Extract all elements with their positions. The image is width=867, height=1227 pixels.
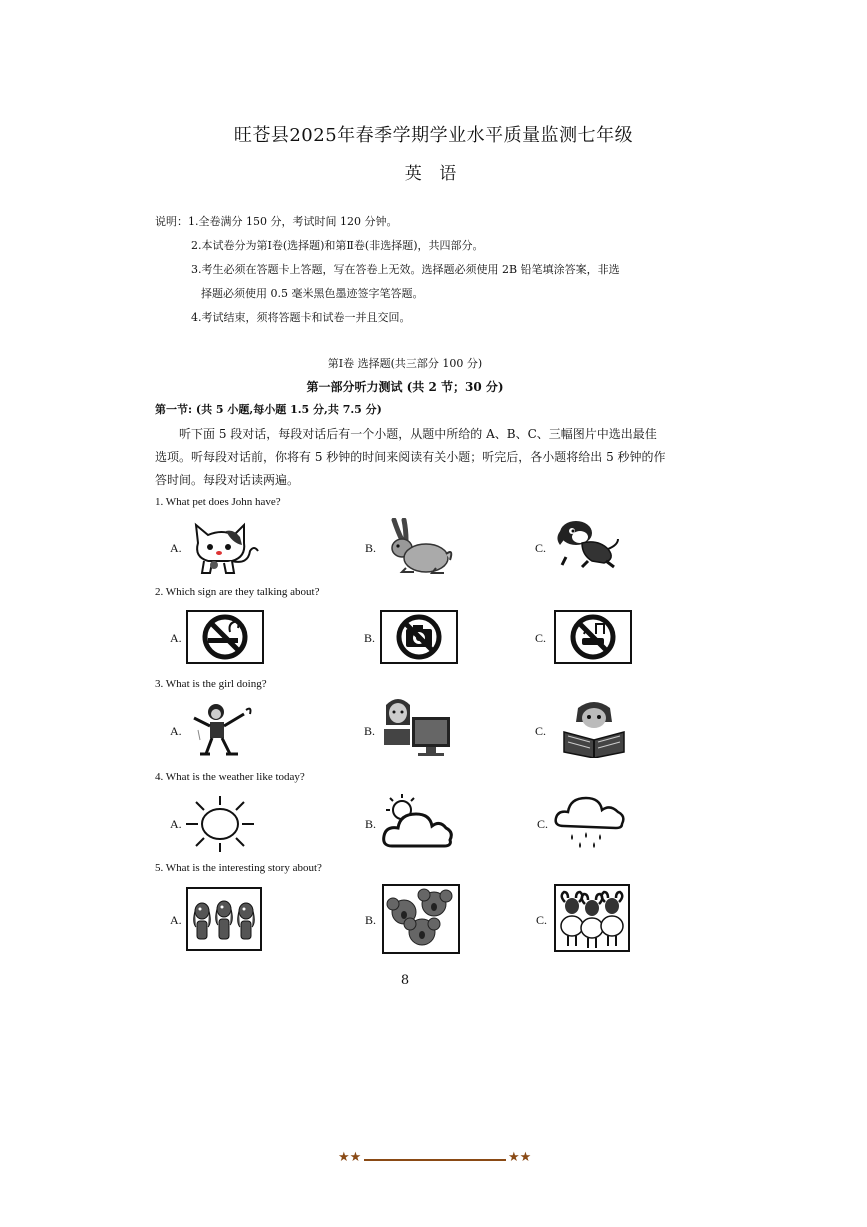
page-number: 8 [400, 973, 410, 988]
girl-computer-icon[interactable] [380, 695, 456, 759]
q5-option-a[interactable]: A. [170, 913, 182, 927]
q5-option-c[interactable]: C. [536, 913, 548, 927]
q1-option-a[interactable]: A. [170, 541, 182, 555]
note-line-3: 3.考生必须在答题卡上答题，写在答卷上无效。选择题必须使用 2B 铅笔填涂答案，非选 [191, 263, 620, 276]
instruction-line-2: 选项。听每段对话前，你将有 5 秒钟的时间来阅读有关小题；听完后，各小题将给出 5 秒钟的作 [155, 450, 666, 464]
q1-option-b[interactable]: B. [365, 541, 377, 555]
q1-option-c[interactable]: C. [535, 541, 547, 555]
footer-decoration [338, 1150, 538, 1170]
footer-stars-left: ★★ [338, 1150, 362, 1165]
story-box-a [186, 887, 262, 951]
no-photo-sign-icon[interactable] [382, 612, 456, 662]
question-2-text: 2. Which sign are they talking about? [155, 586, 320, 598]
girl-dancing-icon[interactable] [186, 700, 262, 758]
sun-icon[interactable] [184, 794, 256, 854]
q4-option-c[interactable]: C. [537, 817, 549, 831]
q2-option-b[interactable]: B. [364, 631, 376, 645]
question-1-text: 1. What pet does John have? [155, 496, 281, 508]
subject-title: 英 语 [404, 164, 463, 184]
sign-box-a [186, 610, 264, 664]
cat-icon[interactable] [188, 521, 260, 577]
dog-icon[interactable] [552, 515, 622, 569]
partly-cloudy-icon[interactable] [382, 794, 456, 850]
note-line-5: 4.考试结束，须将答题卡和试卷一并且交回。 [191, 311, 411, 324]
exam-title: 旺苍县2025年春季学期学业水平质量监测七年级 [233, 125, 634, 146]
instruction-line-1: 听下面 5 段对话，每段对话后有一个小题，从题中所给的 A、B、C、三幅图片中选出最佳 [179, 427, 657, 441]
rain-cloud-icon[interactable] [554, 792, 628, 852]
note-line-1: 说明：1.全卷满分 150 分，考试时间 120 分钟。 [155, 215, 398, 228]
girl-reading-icon[interactable] [556, 700, 632, 758]
question-4-text: 4. What is the weather like today? [155, 771, 305, 783]
question-5-text: 5. What is the interesting story about? [155, 862, 322, 874]
three-koalas-icon[interactable] [384, 886, 458, 952]
story-box-c [554, 884, 630, 952]
instruction-line-3: 答时间。每段对话读两遍。 [155, 473, 300, 487]
three-sheep-icon[interactable] [556, 886, 628, 950]
q4-option-a[interactable]: A. [170, 817, 182, 831]
footer-rule [364, 1159, 506, 1161]
q3-option-b[interactable]: B. [364, 724, 376, 738]
volume-title: 第Ⅰ卷 选择题(共三部分 100 分) [327, 357, 483, 370]
note-line-2: 2.本试卷分为第Ⅰ卷(选择题)和第Ⅱ卷(非选择题)，共四部分。 [191, 239, 484, 252]
rabbit-icon[interactable] [380, 518, 456, 576]
subsection-title: 第一节: (共 5 小题,每小题 1.5 分,共 7.5 分) [155, 403, 382, 416]
three-dogs-icon[interactable] [188, 889, 260, 949]
sign-box-c [554, 610, 632, 664]
q3-option-a[interactable]: A. [170, 724, 182, 738]
question-3-text: 3. What is the girl doing? [155, 678, 267, 690]
no-smoking-sign-icon[interactable] [188, 612, 262, 662]
q2-option-c[interactable]: C. [535, 631, 547, 645]
sign-box-b [380, 610, 458, 664]
story-box-b [382, 884, 460, 954]
note-line-4: 择题必须使用 0.5 毫米黑色墨迹签字笔答题。 [201, 287, 424, 300]
q4-option-b[interactable]: B. [365, 817, 377, 831]
part-title: 第一部分听力测试 (共 2 节；30 分) [306, 380, 504, 394]
q2-option-a[interactable]: A. [170, 631, 182, 645]
footer-stars-right: ★★ [508, 1150, 532, 1165]
q3-option-c[interactable]: C. [535, 724, 547, 738]
q5-option-b[interactable]: B. [365, 913, 377, 927]
no-food-sign-icon[interactable] [556, 612, 630, 662]
